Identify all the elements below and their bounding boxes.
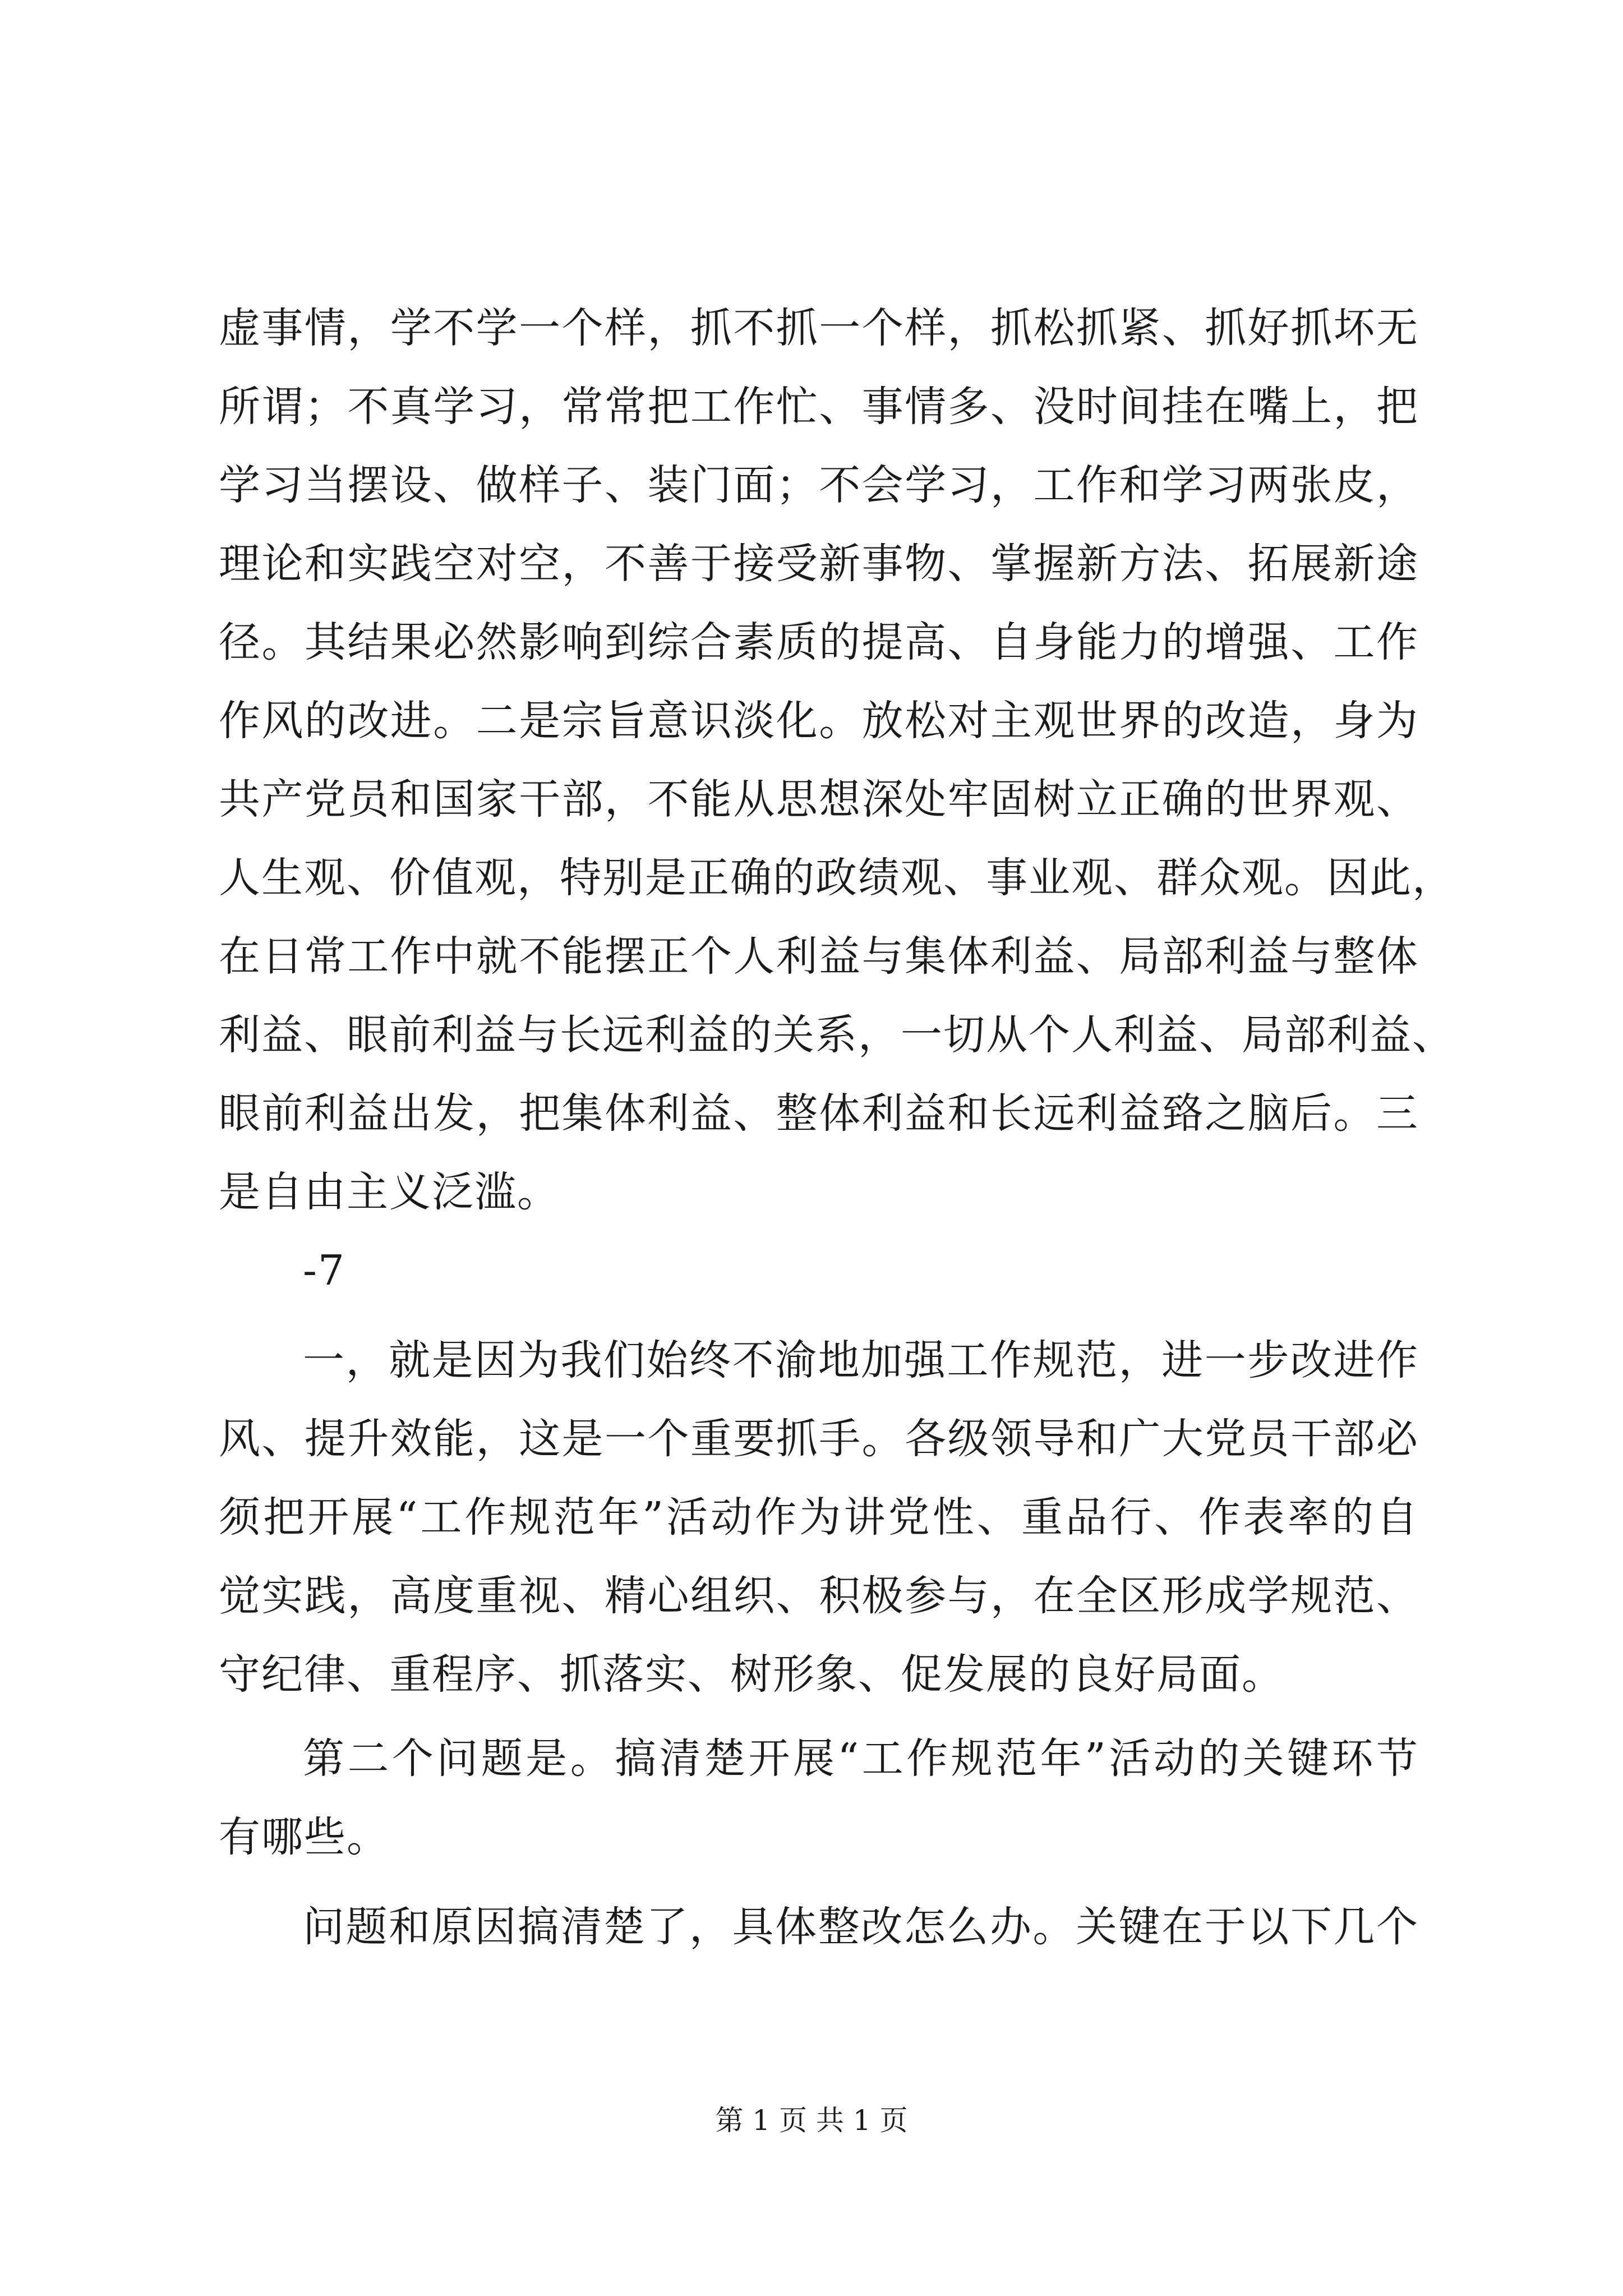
text-line-1: 虚事情，学不学一个样，抓不抓一个样，抓松抓紧、抓好抓坏无 — [219, 304, 1419, 352]
text-line-17: 守纪律、重程序、抓落实、树形象、促发展的良好局面。 — [219, 1650, 1284, 1699]
text-line-11: 眼前利益出发，把集体利益、整体利益和长远利益臵之脑后。三 — [219, 1089, 1419, 1138]
text-line-13: 一，就是因为我们始终不渝地加强工作规范，进一步改进作 — [303, 1336, 1419, 1384]
text-line-12: 是自由主义泛滥。 — [219, 1168, 560, 1216]
text-line-6: 作风的改进。二是宗旨意识淡化。放松对主观世界的改造，身为 — [219, 697, 1419, 745]
text-line-9: 在日常工作中就不能摆正个人利益与集体利益、局部利益与整体 — [219, 932, 1419, 981]
page-footer: 第 1 页 共 1 页 — [715, 2104, 908, 2137]
text-line-20: 问题和原因搞清楚了，具体整改怎么办。关键在于以下几个 — [303, 1903, 1419, 1951]
text-line-8: 人生观、价值观，特别是正确的政绩观、事业观、群众观。因此， — [219, 854, 1455, 902]
text-line-5: 径。其结果必然影响到综合素质的提高、自身能力的增强、工作 — [219, 618, 1419, 666]
text-line-18: 第二个问题是。搞清楚开展“工作规范年”活动的关键环节 — [303, 1734, 1419, 1783]
text-line-15: 须把开展“工作规范年”活动作为讲党性、重品行、作表率的自 — [219, 1493, 1419, 1542]
text-line-3: 学习当摆设、做样子、装门面；不会学习，工作和学习两张皮， — [219, 461, 1419, 509]
text-line-7: 共产党员和国家干部，不能从思想深处牢固树立正确的世界观、 — [219, 775, 1419, 823]
text-line-10: 利益、眼前利益与长远利益的关系，一切从个人利益、局部利益、 — [219, 1011, 1455, 1059]
text-line-19: 有哪些。 — [219, 1813, 389, 1861]
page-marker: -7 — [303, 1246, 346, 1295]
text-line-2: 所谓；不真学习，常常把工作忙、事情多、没时间挂在嘴上，把 — [219, 383, 1419, 431]
text-line-14: 风、提升效能，这是一个重要抓手。各级领导和广大党员干部必 — [219, 1415, 1419, 1463]
text-line-16: 觉实践，高度重视、精心组织、积极参与，在全区形成学规范、 — [219, 1572, 1419, 1620]
text-line-4: 理论和实践空对空，不善于接受新事物、掌握新方法、拓展新途 — [219, 540, 1419, 588]
